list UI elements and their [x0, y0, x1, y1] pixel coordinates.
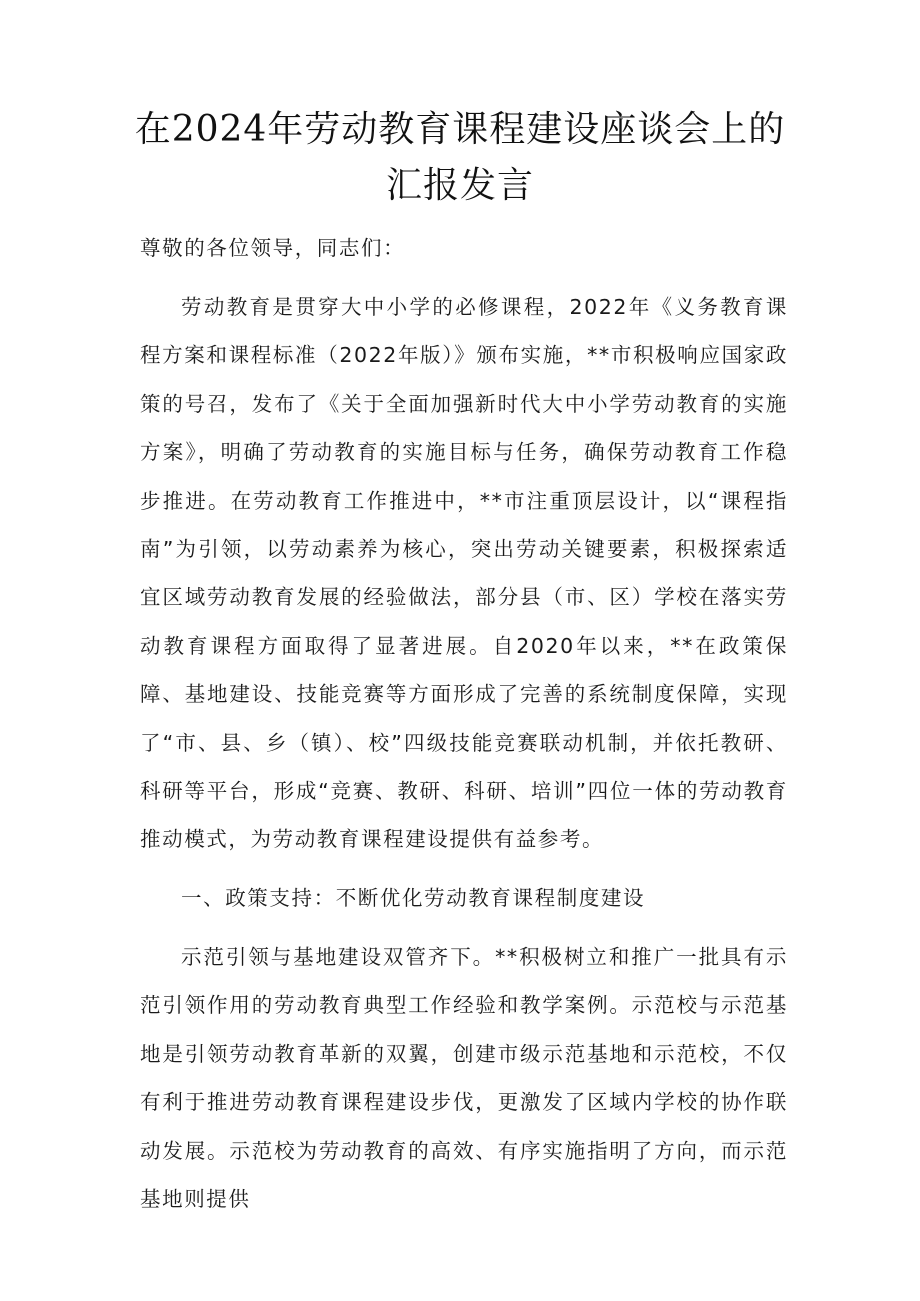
- section-heading: 一、政策支持：不断优化劳动教育课程制度建设: [181, 886, 646, 910]
- document-title: 在2024年劳动教育课程建设座谈会上的汇报发言: [134, 109, 786, 206]
- intro-paragraph: 劳动教育是贯穿大中小学的必修课程，2022年《义务教育课程方案和课程标准（2022年版）》颁布实施，**市积极响应国家政策的号召，发布了《关于全面加强新时代大中小学劳动教育的实施方案》，明确了劳动教育的实施目标与任务，确保劳动教育工作稳步推进。在劳动教育工作推进中，**市注重顶层设计，以“课程指南”为引领，以劳动素养为核心，突出劳动关键要素，积极探索适宜区域劳动教育发展的经验做法，部分县（市、区）学校在落实劳动教育课程方面取得了显著进展。自2020年以来，**在政策保障、基地建设、技能竞赛等方面形成了完善的系统制度保障，实现了“市、县、乡（镇）、校”四级技能竞赛联动机制，并依托教研、科研等平台，形成“竞赛、教研、科研、培训”四位一体的劳动教育推动模式，为劳动教育课程建设提供有益参考。: [140, 295, 788, 852]
- section-paragraph: 示范引领与基地建设双管齐下。**积极树立和推广一批具有示范引领作用的劳动教育典型工作经验和教学案例。示范校与示范基地是引领劳动教育革新的双翼，创建市级示范基地和示范校，不仅有利于推进劳动教育课程建设步伐，更激发了区域内学校的协作联动发展。示范校为劳动教育的高效、有序实施指明了方向，而示范基地则提供: [140, 945, 788, 1212]
- greeting: 尊敬的各位领导，同志们：: [140, 236, 406, 260]
